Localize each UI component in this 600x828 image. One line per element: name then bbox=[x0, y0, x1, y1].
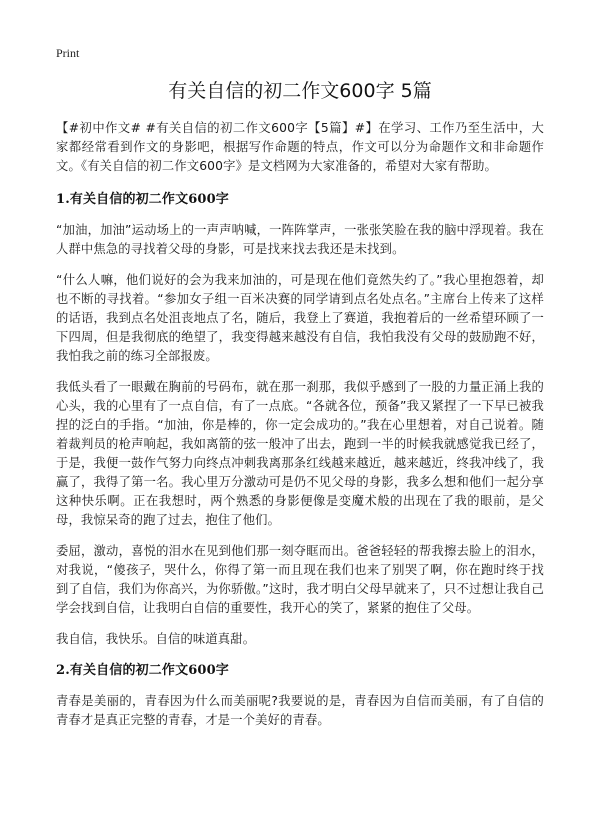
section-heading: 2.有关自信的初二作文600字 bbox=[56, 663, 229, 678]
section-heading: 1.有关自信的初二作文600字 bbox=[56, 192, 229, 207]
body-paragraph: 委屈，激动，喜悦的泪水在见到他们那一刻夺眶而出。爸爸轻轻的帮我擦去脸上的泪水，对我说，“傻孩子，哭什么，你得了第一而且现在我们也来了别哭了啊，你在跑时终于找到了自信，我们为你高兴，为你骄傲。”这时，我才明白父母早就来了，只不过想让我自己学会找到自信，让我明白自信的重要性，我开心的笑了，紧紧的抱住了父母。 bbox=[56, 544, 544, 615]
body-paragraph: 我低头看了一眼戴在胸前的号码布，就在那一刹那，我似乎感到了一股的力量正涌上我的心头，我的心里有了一点自信，有了一点底。“各就各位，预备”我又紧捏了一下早已被我捏的泛白的手指。“加油，你是棒的，你一定会成功的。”我在心里想着，对自己说着。随着裁判员的枪声响起，我如离箭的弦一般冲了出去，跑到一半的时候我就感觉我已经了，于是，我便一鼓作气努力向终点冲刺我离那条红线越来越近，越来越近，终我冲线了，我赢了，我得了第一名。我心里万分激动可是仍不见父母的身影，我多么想和他们一起分享这种快乐啊。正在我想时，两个熟悉的身影便像是变魔术般的出现在了我的眼前，是父母，我惊呆奇的跑了过去，抱住了他们。 bbox=[56, 380, 544, 527]
document-title: 有关自信的初二作文600字 5篇 bbox=[168, 80, 432, 102]
body-paragraph: “加油，加油”运动场上的一声声呐喊，一阵阵掌声，一张张笑脸在我的脑中浮现着。我在人群中焦急的寻找着父母的身影，可是找来找去我还是未找到。 bbox=[56, 223, 544, 256]
intro-paragraph: 【#初中作文# #有关自信的初二作文600字【5篇】#】在学习、工作乃至生活中，大家都经常看到作文的身影吧，根据写作命题的特点，作文可以分为命题作文和非命题作文。《有关自信的初二作文600字》是文档网为大家准备的，希望对大家有帮助。 bbox=[56, 121, 544, 173]
body-paragraph: 青春是美丽的，青春因为什么而美丽呢?我要说的是，青春因为自信而美丽，有了自信的青春才是真正完整的青春，才是一个美好的青春。 bbox=[56, 694, 544, 727]
print-label: Print bbox=[56, 46, 80, 60]
document-body bbox=[56, 119, 544, 742]
body-paragraph: “什么人嘛，他们说好的会为我来加油的，可是现在他们竟然失约了。”我心里抱怨着，却也不断的寻找着。“参加女子组一百米决赛的同学请到点名处点名。”主席台上传来了这样的话语，我到点名处沮丧地点了名，随后，我登上了赛道，我抱着后的一丝希望环顾了一下四周，但是我彻底的绝望了，我变得越来越没有自信，我怕我没有父母的鼓励跑不好，我怕我之前的练习全部报废。 bbox=[56, 273, 544, 363]
body-paragraph: 我自信，我快乐。自信的味道真甜。 bbox=[56, 632, 256, 646]
